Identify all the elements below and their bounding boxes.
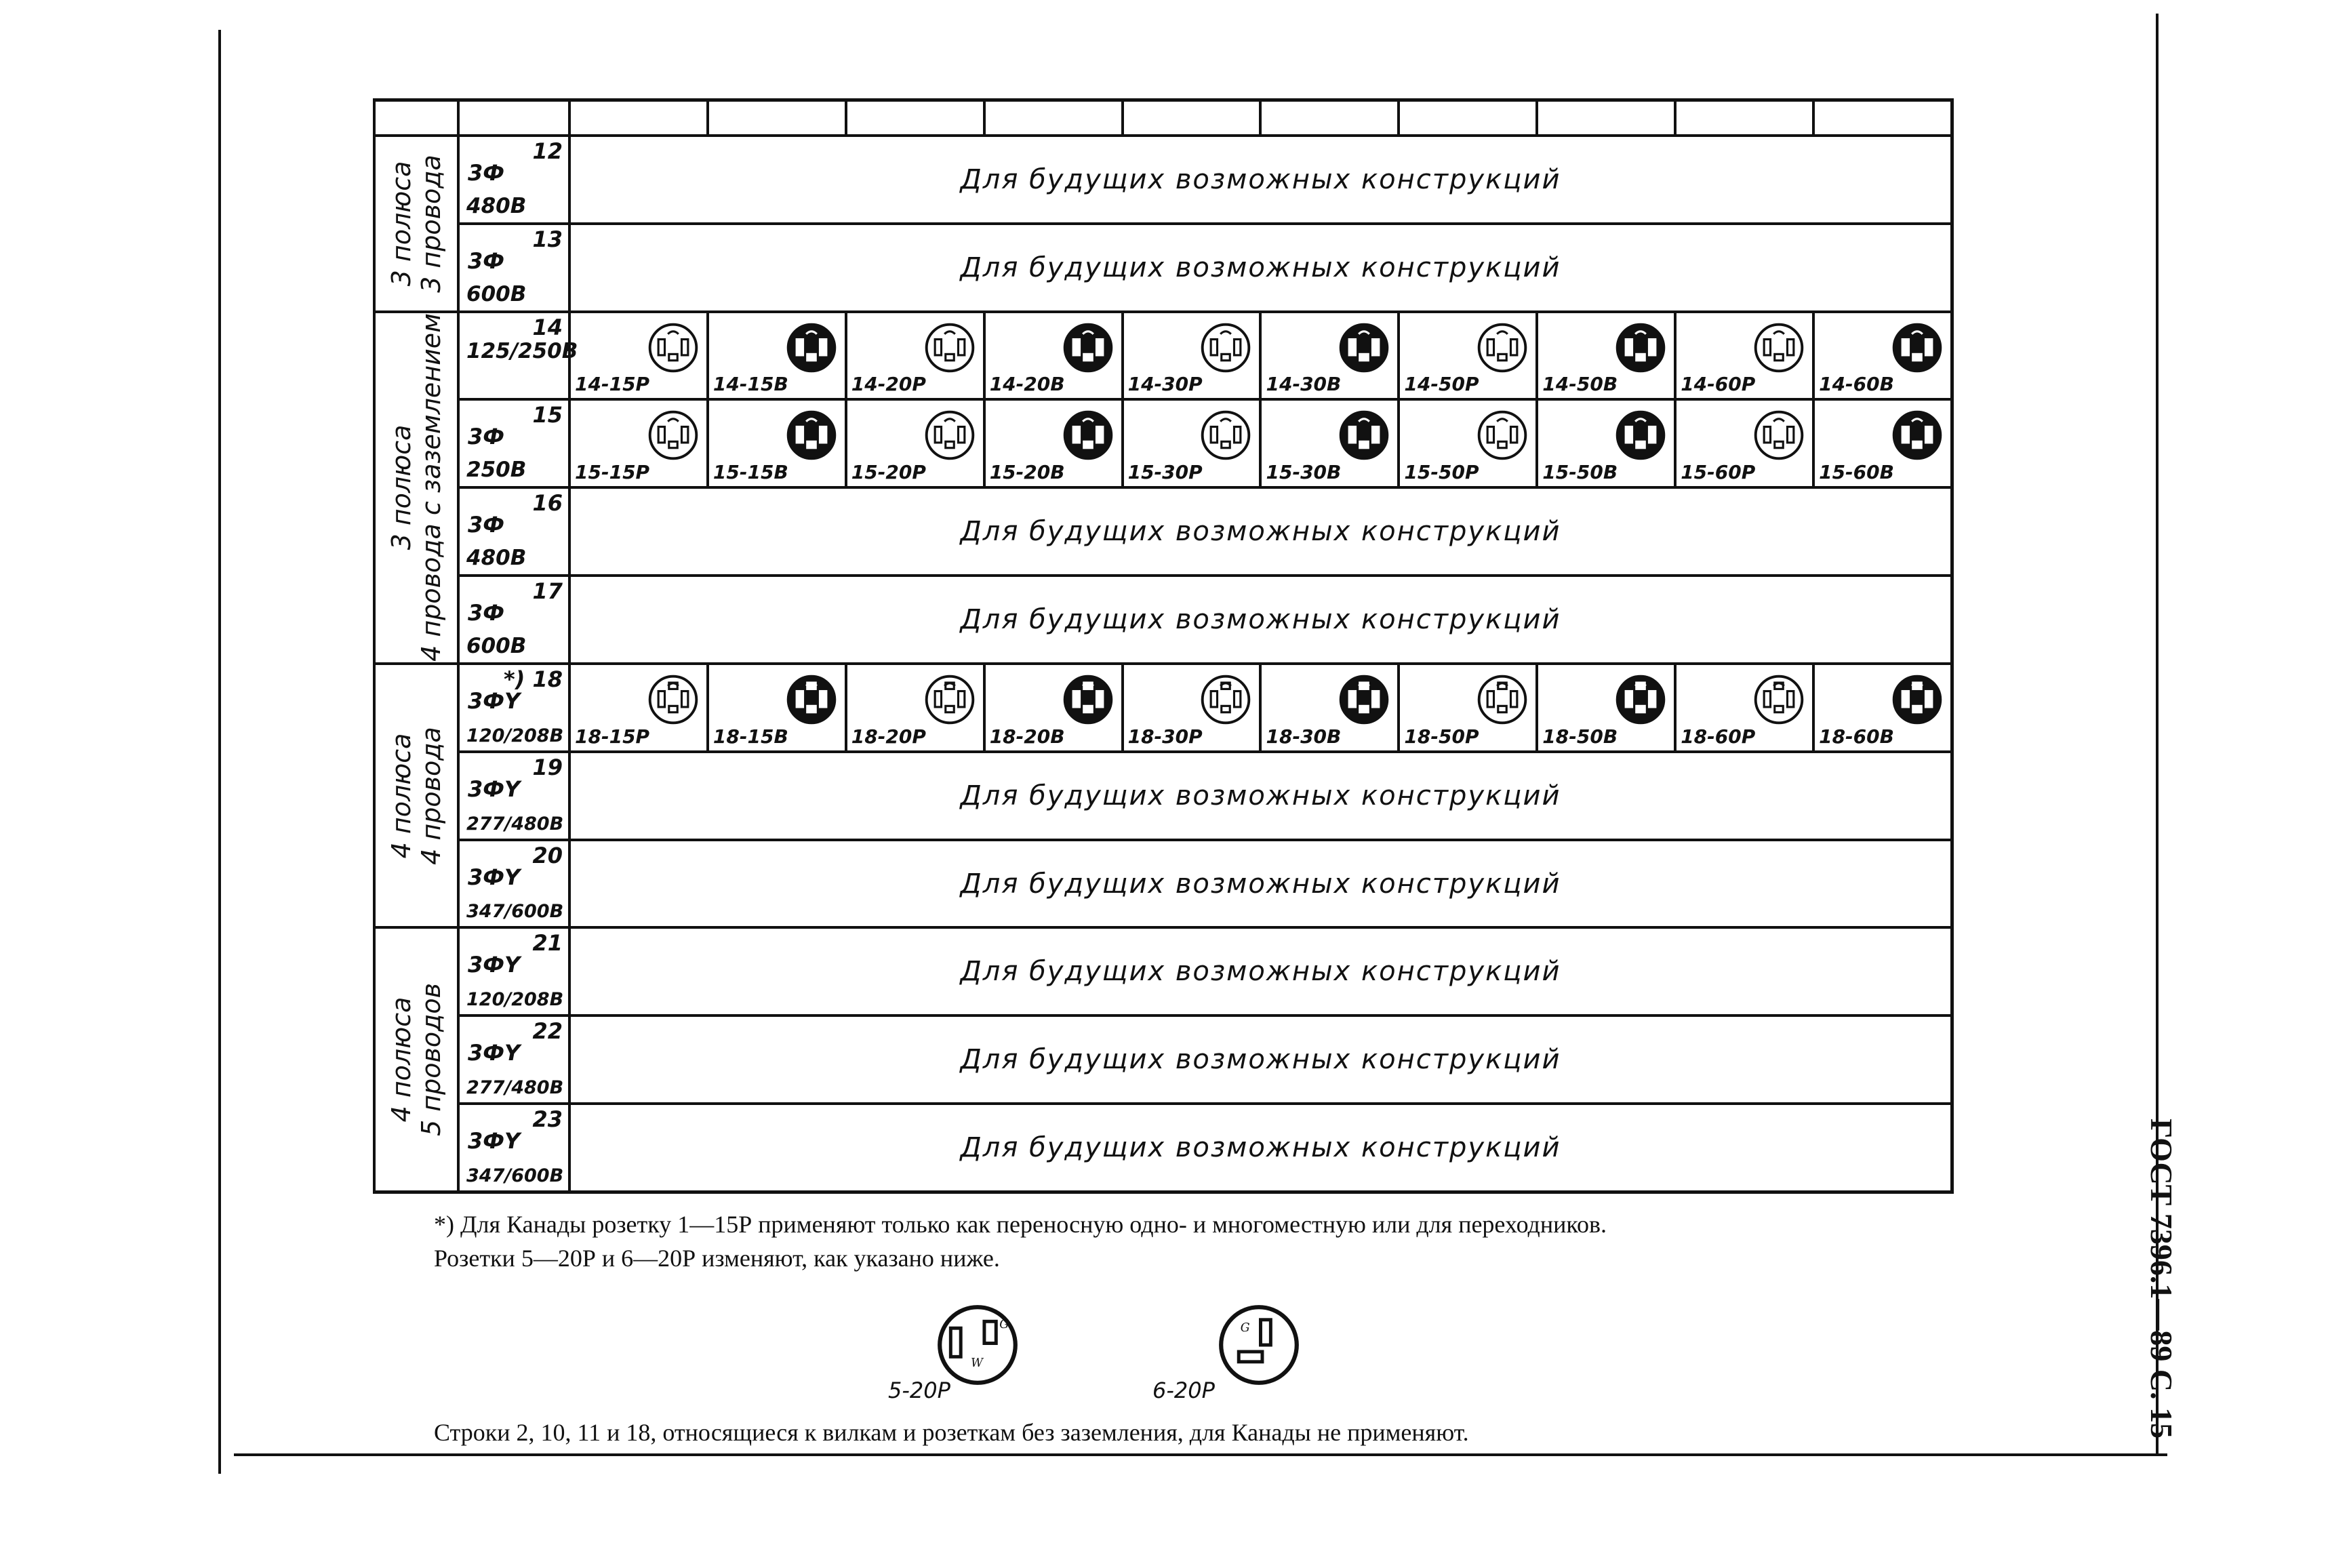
- config-code-label: 18-30Р: [1127, 725, 1203, 748]
- config-code-label: 14-50Р: [1404, 373, 1479, 396]
- future-designs-cell: Для будущих возможных конструкций: [568, 222, 1950, 310]
- row-number: 22: [532, 1018, 563, 1045]
- header-cell: [845, 102, 983, 134]
- row-number: 20: [532, 842, 563, 868]
- row-label-14: [457, 310, 578, 399]
- page-frame-left: [218, 30, 221, 1474]
- receptacle-config-cell: [1674, 662, 1812, 750]
- receptacle-face-icon: [923, 409, 976, 462]
- receptacle-face-icon: [1338, 409, 1390, 462]
- row-label-16: [457, 486, 568, 574]
- row-voltage: 480В: [466, 193, 527, 218]
- receptacle-face-icon: [1199, 409, 1252, 462]
- row-phase: 3Ф: [468, 160, 504, 186]
- receptacle-face-icon: [1752, 321, 1805, 374]
- receptacle-face-icon: [647, 409, 700, 462]
- row-voltage: 277/480В: [466, 1077, 564, 1099]
- header-cell: [1259, 102, 1397, 134]
- config-code-label: 15-30Р: [1127, 461, 1203, 484]
- config-code-label: 15-50В: [1542, 461, 1618, 484]
- receptacle-config-cell: [983, 310, 1121, 399]
- receptacle-face-icon: [923, 321, 976, 374]
- receptacle-config-cell: [845, 398, 983, 486]
- group-label-3p3w: 3 полюса 3 провода: [373, 134, 457, 310]
- header-blank: [373, 102, 457, 134]
- config-code-label: 18-20В: [989, 725, 1065, 748]
- receptacle-face-icon: [785, 321, 838, 374]
- config-code-label: 14-15В: [712, 373, 788, 396]
- receptacle-face-icon: [1476, 321, 1529, 374]
- receptacle-config-cell: [1535, 398, 1674, 486]
- row-voltage: 600В: [466, 281, 527, 306]
- receptacle-face-icon: [1614, 409, 1667, 462]
- config-code-label: 18-15Р: [575, 725, 650, 748]
- row-number: 23: [532, 1106, 563, 1133]
- row-voltage: 347/600В: [466, 901, 564, 923]
- receptacle-6-20p-icon: [1217, 1303, 1301, 1387]
- receptacle-config-cell: [1259, 398, 1397, 486]
- receptacle-config-cell: [1397, 398, 1535, 486]
- group-label-3p4w-ground: 3 полюса 4 провода с заземлением: [373, 310, 457, 662]
- receptacle-config-cell: [1674, 398, 1812, 486]
- config-code-label: 14-30Р: [1127, 373, 1203, 396]
- config-code-label: 14-20Р: [851, 373, 926, 396]
- receptacle-face-icon: [1614, 673, 1667, 726]
- config-code-label: 18-20Р: [851, 725, 926, 748]
- receptacle-face-icon: [1752, 409, 1805, 462]
- row-number: 16: [532, 490, 563, 517]
- receptacle-config-cell: [706, 310, 845, 399]
- row-number: 13: [532, 226, 563, 252]
- config-code-label: 18-60В: [1819, 725, 1894, 748]
- group-label-4p4w: 4 полюса 4 провода: [373, 662, 457, 927]
- receptacle-face-icon: [1062, 673, 1115, 726]
- receptacle-config-cell: [1535, 310, 1674, 399]
- row-phase: 3ФY: [468, 864, 521, 890]
- config-code-label: 18-50В: [1542, 725, 1618, 748]
- figure-label-5-20p: 5-20Р: [888, 1378, 950, 1403]
- bottom-note: Строки 2, 10, 11 и 18, относящиеся к вилкам и розеткам без заземления, для Канады не применяют.: [434, 1419, 1469, 1446]
- receptacle-config-cell: [1121, 398, 1260, 486]
- document-side-title: ГОСТ 7396.1—89 С. 15: [2144, 1119, 2179, 1439]
- config-code-label: 15-20Р: [851, 461, 926, 484]
- config-code-label: 15-60Р: [1681, 461, 1756, 484]
- receptacle-face-icon: [1891, 673, 1944, 726]
- row-number: *) 18: [503, 666, 563, 692]
- figure-label-6-20p: 6-20Р: [1152, 1378, 1215, 1403]
- config-code-label: 18-30В: [1266, 725, 1342, 748]
- row-number: 14: [532, 314, 563, 340]
- future-designs-cell: Для будущих возможных конструкций: [568, 1102, 1950, 1190]
- header-cell: [706, 102, 845, 134]
- row-voltage: 277/480В: [466, 813, 564, 835]
- receptacle-face-icon: [785, 673, 838, 726]
- row-voltage: 250В: [466, 458, 527, 483]
- row-voltage: 347/600В: [466, 1165, 564, 1186]
- page-frame-bottom: [234, 1453, 2167, 1456]
- config-code-label: 15-60В: [1819, 461, 1894, 484]
- svg-text:G: G: [1240, 1321, 1250, 1335]
- config-code-label: 15-15В: [712, 461, 788, 484]
- row-voltage: 120/208В: [466, 989, 564, 1011]
- receptacle-face-icon: [1476, 673, 1529, 726]
- config-code-label: 18-15В: [712, 725, 788, 748]
- row-number: 15: [532, 402, 563, 428]
- future-designs-cell: Для будущих возможных конструкций: [568, 750, 1950, 839]
- config-code-label: 14-15Р: [575, 373, 650, 396]
- row-phase: 3Ф: [468, 247, 504, 274]
- row-voltage: 480В: [466, 546, 527, 571]
- receptacle-config-cell: [1259, 662, 1397, 750]
- row-phase: 3ФY: [468, 687, 521, 714]
- receptacle-config-cell: [568, 310, 706, 399]
- receptacle-config-cell: [1812, 398, 1950, 486]
- future-designs-cell: Для будущих возможных конструкций: [568, 1014, 1950, 1102]
- row-label-22: [457, 1014, 568, 1102]
- receptacle-config-cell: [1674, 310, 1812, 399]
- svg-text:W: W: [971, 1356, 983, 1371]
- receptacle-config-cell: [1812, 310, 1950, 399]
- header-cell: [1812, 102, 1950, 134]
- row-label-21: [457, 926, 568, 1014]
- row-voltage: 125/250В: [466, 338, 578, 363]
- receptacle-config-cell: [983, 398, 1121, 486]
- receptacle-config-cell: [845, 662, 983, 750]
- config-code-label: 15-50Р: [1404, 461, 1479, 484]
- row-phase: 3ФY: [468, 1128, 521, 1154]
- receptacle-face-icon: [1752, 673, 1805, 726]
- header-cell: [983, 102, 1121, 134]
- receptacle-face-icon: [785, 409, 838, 462]
- receptacle-face-icon: [1062, 321, 1115, 374]
- receptacle-config-cell: [568, 662, 706, 750]
- header-cell: [1397, 102, 1535, 134]
- receptacle-face-icon: [1199, 673, 1252, 726]
- config-code-label: 14-20В: [989, 373, 1065, 396]
- group-label-4p5w: 4 полюса 5 проводов: [373, 926, 457, 1190]
- header-cell: [457, 102, 568, 134]
- row-label-18: [457, 662, 568, 750]
- future-designs-cell: Для будущих возможных конструкций: [568, 486, 1950, 574]
- row-label-23: [457, 1102, 568, 1190]
- row-label-20: [457, 839, 568, 927]
- receptacle-face-icon: [1338, 673, 1390, 726]
- row-number: 12: [532, 138, 563, 164]
- receptacle-5-20p-icon: [936, 1303, 1020, 1387]
- row-phase: 3ФY: [468, 776, 521, 802]
- receptacle-config-cell: [1121, 310, 1260, 399]
- receptacle-config-cell: [1121, 662, 1260, 750]
- receptacle-config-cell: [706, 398, 845, 486]
- config-code-label: 14-50В: [1542, 373, 1618, 396]
- configuration-table: [373, 98, 1954, 1194]
- config-code-label: 14-30В: [1266, 373, 1342, 396]
- row-label-15: [457, 398, 568, 486]
- receptacle-config-cell: [706, 662, 845, 750]
- config-code-label: 18-60Р: [1681, 725, 1756, 748]
- footnote-line-2: Розетки 5—20Р и 6—20Р изменяют, как указано ниже.: [434, 1245, 1000, 1272]
- row-phase: 3Ф: [468, 424, 504, 450]
- receptacle-face-icon: [1062, 409, 1115, 462]
- row-phase: 3Ф: [468, 600, 504, 626]
- row-label-17: [457, 574, 568, 662]
- svg-text:G: G: [999, 1318, 1009, 1332]
- receptacle-config-cell: [1812, 662, 1950, 750]
- header-cell: [568, 102, 706, 134]
- footnote-line-1: *) Для Канады розетку 1—15Р применяют только как переносную одно- и многоместную или для переходников.: [434, 1211, 1607, 1238]
- header-cell: [1674, 102, 1812, 134]
- config-code-label: 15-20В: [989, 461, 1065, 484]
- config-code-label: 15-15Р: [575, 461, 650, 484]
- row-voltage: 600В: [466, 633, 527, 658]
- receptacle-config-cell: [568, 398, 706, 486]
- receptacle-face-icon: [1476, 409, 1529, 462]
- future-designs-cell: Для будущих возможных конструкций: [568, 839, 1950, 927]
- receptacle-config-cell: [845, 310, 983, 399]
- row-phase: 3ФY: [468, 1040, 521, 1066]
- header-cell: [1121, 102, 1260, 134]
- future-designs-cell: Для будущих возможных конструкций: [568, 134, 1950, 222]
- row-number: 19: [532, 754, 563, 780]
- future-designs-cell: Для будущих возможных конструкций: [568, 926, 1950, 1014]
- config-code-label: 18-50Р: [1404, 725, 1479, 748]
- config-code-label: 14-60Р: [1681, 373, 1756, 396]
- row-label-13: [457, 222, 568, 310]
- receptacle-face-icon: [647, 321, 700, 374]
- future-designs-cell: Для будущих возможных конструкций: [568, 574, 1950, 662]
- receptacle-face-icon: [647, 673, 700, 726]
- header-cell: [1535, 102, 1674, 134]
- config-code-label: 14-60В: [1819, 373, 1894, 396]
- row-number: 17: [532, 578, 563, 605]
- receptacle-face-icon: [1891, 321, 1944, 374]
- receptacle-face-icon: [1891, 409, 1944, 462]
- receptacle-face-icon: [923, 673, 976, 726]
- receptacle-face-icon: [1338, 321, 1390, 374]
- receptacle-face-icon: [1614, 321, 1667, 374]
- config-code-label: 15-30В: [1266, 461, 1342, 484]
- row-number: 21: [532, 930, 563, 957]
- receptacle-config-cell: [1259, 310, 1397, 399]
- row-label-12: [457, 134, 568, 222]
- row-label-19: [457, 750, 568, 839]
- receptacle-config-cell: [983, 662, 1121, 750]
- row-phase: 3ФY: [468, 952, 521, 978]
- receptacle-config-cell: [1397, 662, 1535, 750]
- row-phase: 3Ф: [468, 512, 504, 538]
- receptacle-config-cell: [1397, 310, 1535, 399]
- receptacle-config-cell: [1535, 662, 1674, 750]
- receptacle-face-icon: [1199, 321, 1252, 374]
- row-voltage: 120/208В: [466, 725, 564, 746]
